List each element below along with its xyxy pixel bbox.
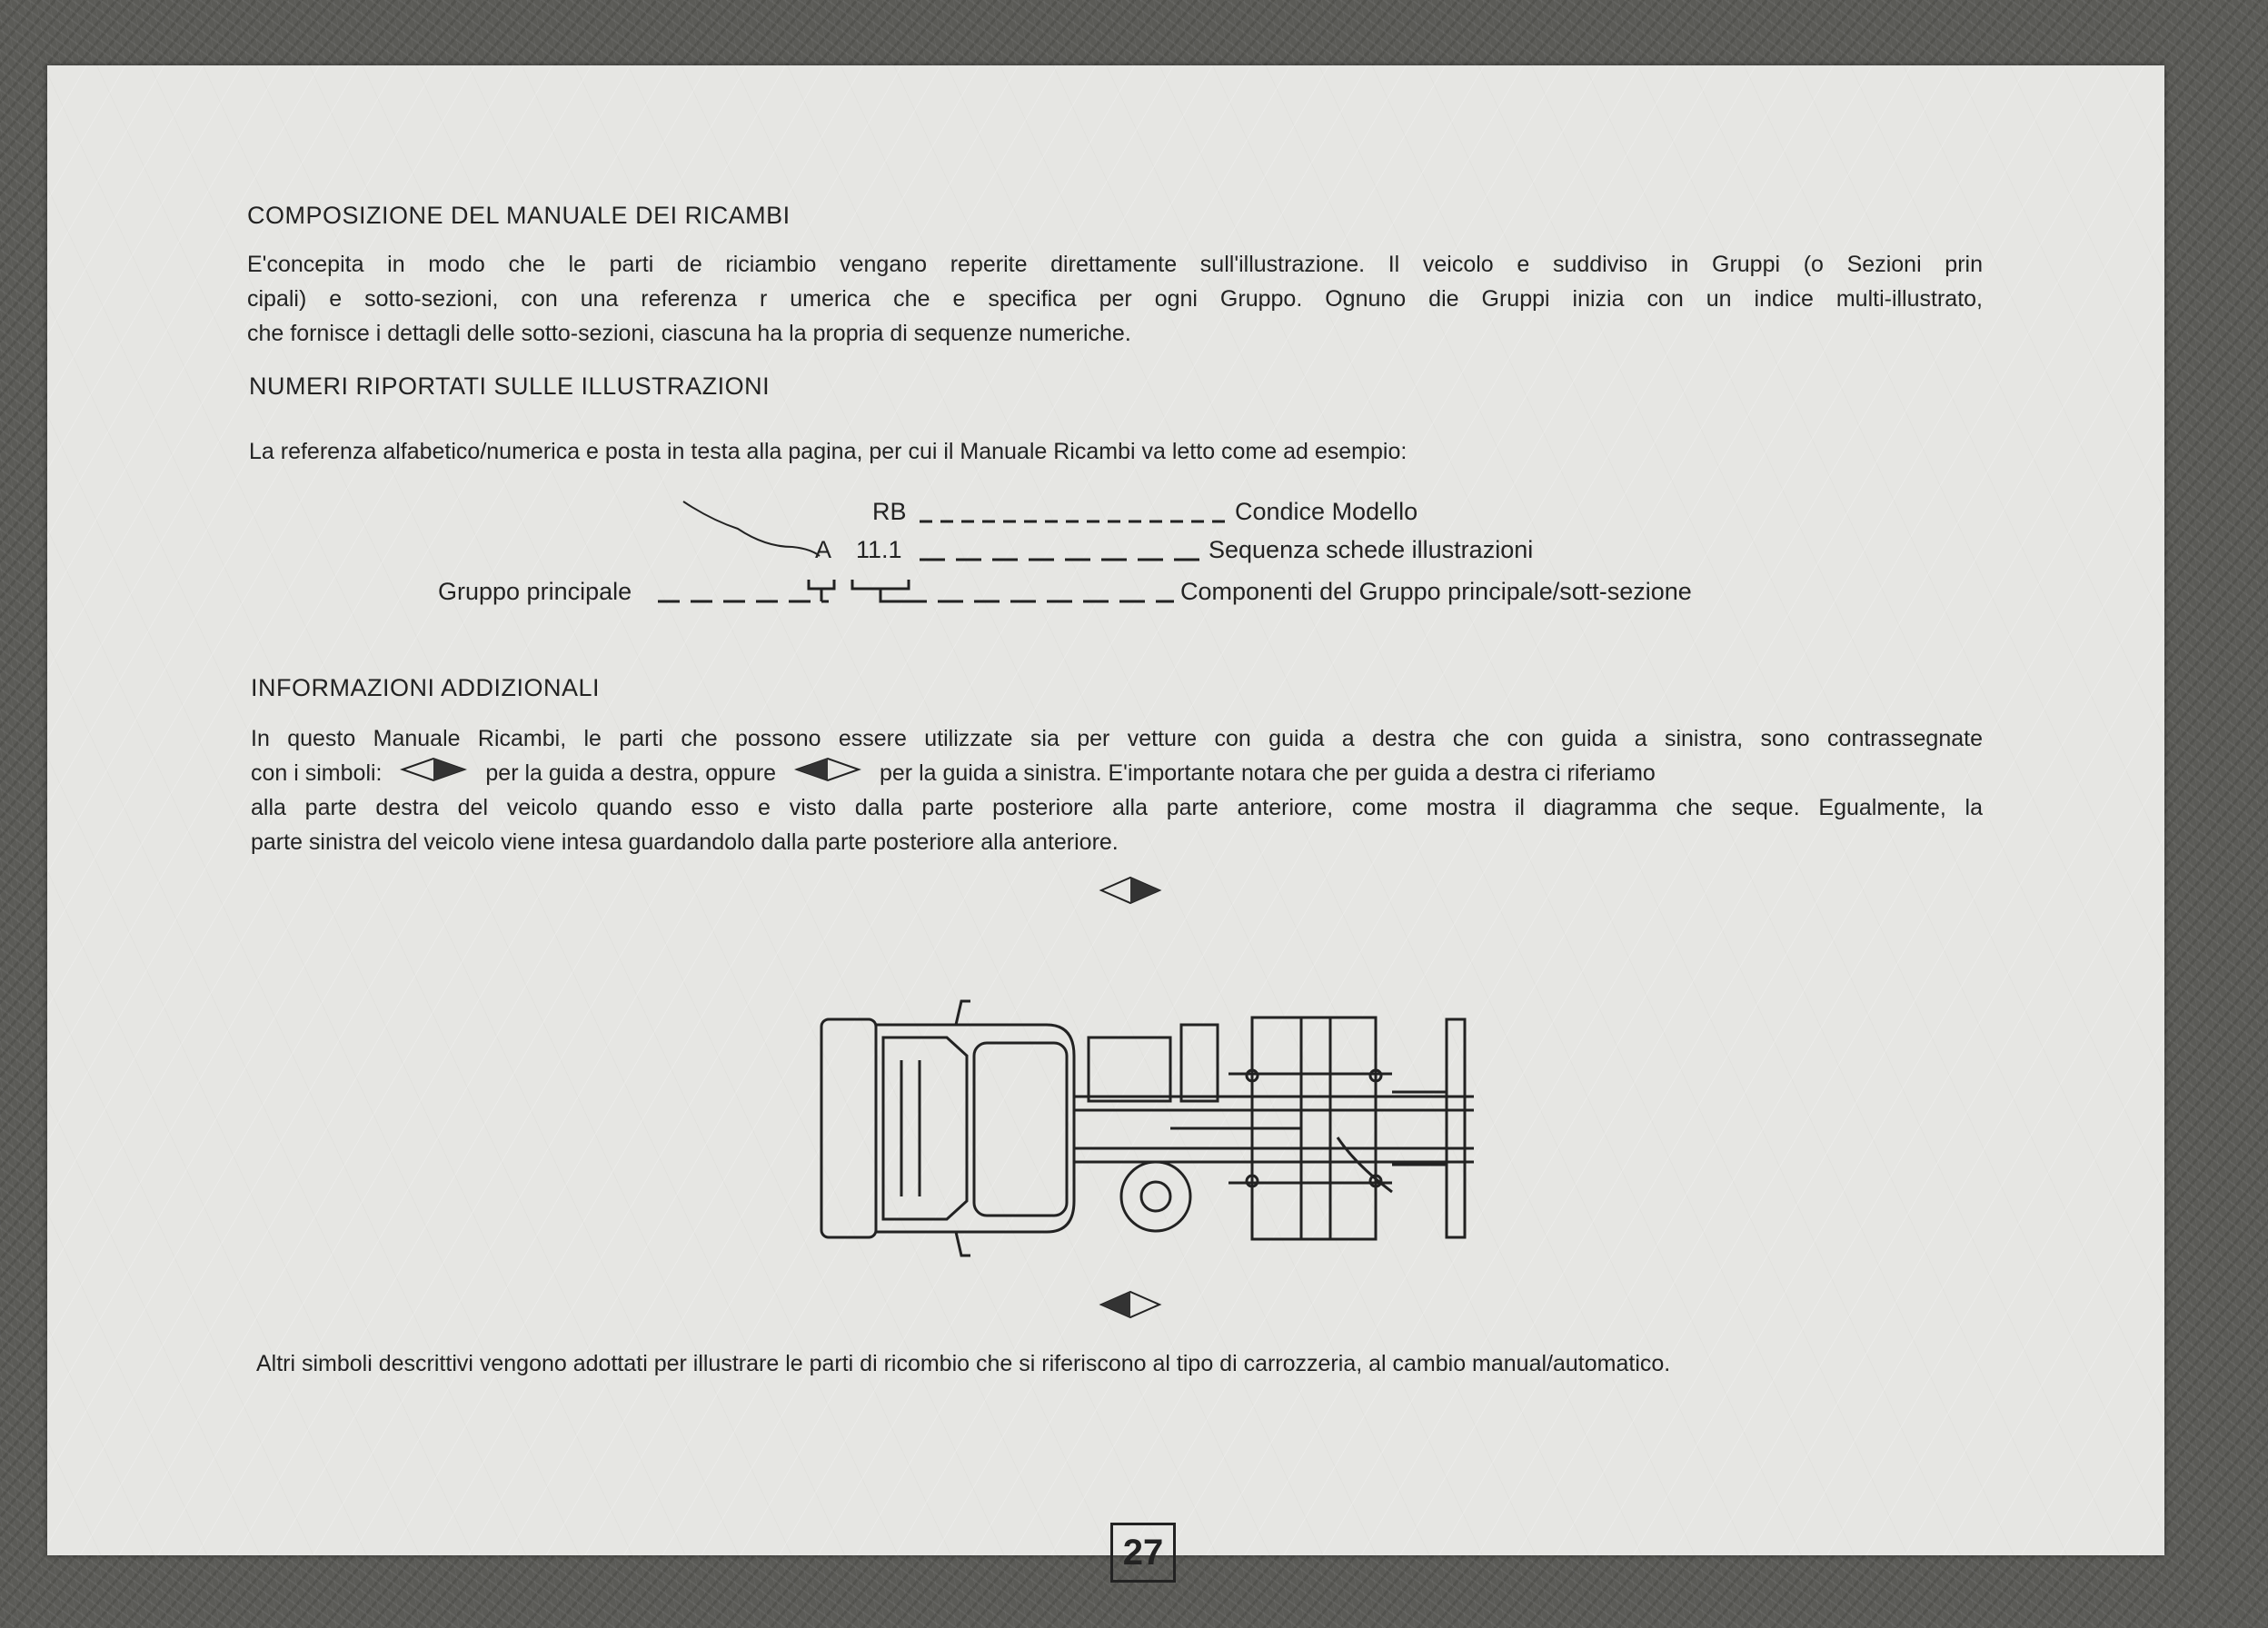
model-label: Condice Modello (1235, 498, 1418, 525)
page-number: 27 (1110, 1523, 1176, 1583)
numbers-heading: NUMERI RIPORTATI SULLE ILLUSTRAZIONI (249, 372, 771, 400)
reference-leader-lines (47, 65, 2164, 701)
composition-line-2: cipali) e sotto-sezioni, con una referenza r umerica che e specifica per ogni Gruppo. Ognuno die Gruppi inizia con un indice multi-illustrato, (247, 286, 1983, 312)
sequence-code: 11.1 (856, 536, 902, 563)
additional-line-4: parte sinistra del veicolo viene intesa guardandolo dalla parte posteriore alla anteriore. (251, 829, 1119, 855)
model-code: RB (872, 498, 907, 525)
group-label: Gruppo principale (438, 578, 632, 605)
additional-line-3: alla parte destra del veicolo quando esso e visto dalla parte posteriore alla parte anteriore, come mostra il diagramma che seque. Egualmente, la (251, 795, 1983, 820)
group-letter: A (815, 536, 832, 563)
right-hand-drive-icon (401, 757, 466, 791)
components-label: Componenti del Gruppo principale/sott-sezione (1180, 578, 1692, 605)
bottom-direction-symbol (1101, 1292, 1159, 1317)
additional-heading: INFORMAZIONI ADDIZIONALI (251, 674, 601, 701)
footer-text: Altri simboli descrittivi vengono adottati per illustrare le parti di ricombio che si riferiscono al tipo di carrozzeria, al cambio manual/automatico. (256, 1351, 1671, 1376)
sequence-label: Sequenza schede illustrazioni (1209, 536, 1534, 563)
numbers-paragraph: La referenza alfabetico/numerica e posta in testa alla pagina, per cui il Manuale Ricambi va letto come ad esempio: (249, 439, 1408, 464)
composition-line-3: che fornisce i dettagli delle sotto-sezioni, ciascuna ha la propria di sequenze numeriche. (247, 321, 1131, 346)
additional-paragraph (251, 721, 1983, 867)
additional-line-2 (251, 756, 1983, 791)
vehicle-chassis-diagram (756, 865, 1537, 1337)
additional-line-1: In questo Manuale Ricambi, le parti che possono essere utilizzate sia per vetture con guida a destra che con guida a sinistra, sono contrassegnate (251, 726, 1983, 751)
composition-heading: COMPOSIZIONE DEL MANUALE DEI RICAMBI (247, 202, 791, 229)
left-hand-drive-text: per la guida a sinistra. E'importante notara che per guida a destra ci riferiamo (879, 760, 1656, 786)
right-hand-drive-text: per la guida a destra, oppure (485, 760, 777, 786)
symbols-intro: con i simboli: (251, 760, 383, 786)
manual-page (47, 65, 2164, 1573)
composition-line-1: E'concepita in modo che le parti de riciambio vengano reperite direttamente sull'illustrazione. Il veicolo e suddiviso in Gruppi (o Sezioni prin (247, 252, 1983, 277)
left-hand-drive-icon (795, 757, 860, 791)
top-direction-symbol (1101, 878, 1159, 903)
